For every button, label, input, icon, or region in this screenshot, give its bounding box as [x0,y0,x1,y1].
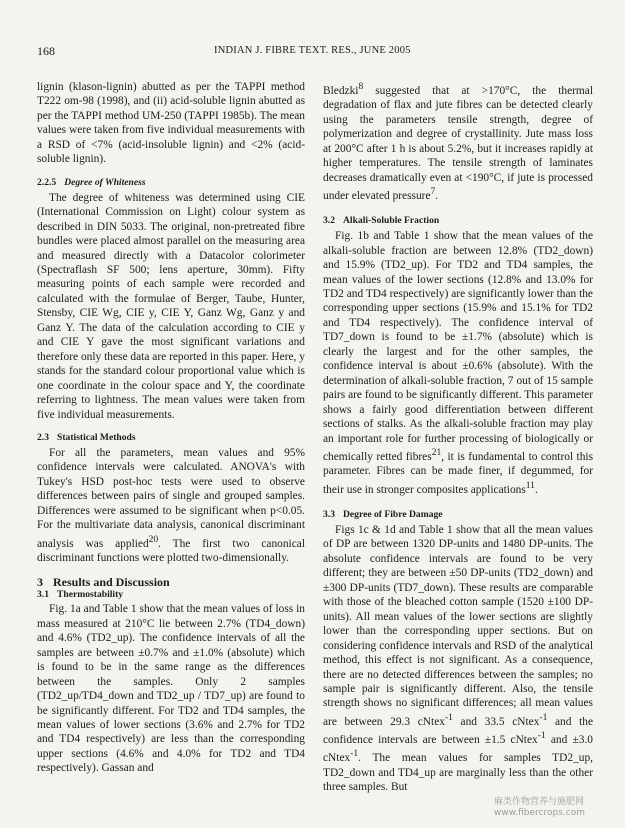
citation-ref: 11 [525,480,535,491]
paragraph-fibre-damage: Figs 1c & 1d and Table 1 show that all the mean values of DP are between 1320 DP-units and 1480 DP-units. The absolute confidence intervals are found to be very different; they are between ±50 DP-units (TD2_down) and ±300 DP-units (TD7_down). These results are comparable with those of the bleached cotton sample (1520 ±100 DP-units). All mean values of the lower sections are slightly lower than the corresponding upper sections. But on considering confidence intervals and RSD of the analytical method, this effect is not significant. As a consequence, there are no detected differences between the samples; no sample pair is significantly different. Also, the tensile strength shows no significant differences; all mean values are between 29.3 cNtex$^{-1}$ and 33.5 cNtex$^{-1}$ and the confidence intervals are between ±1.5 cNtex$^{-1}$ and ±3.0 cNtex$^{-1}$. The mean values for samples TD2_up, TD2_down and TD4_up are marginally less than the other three samples. But [323,523,594,794]
paragraph-lignin: lignin (klason-lignin) abutted as per the TAPPI method T222 om-98 (1998), and (ii) acid-soluble lignin abutted as per the TAPPI method UM-250 (TAPPI 1985b). The mean values were taken from five individual measurements with a RSD of <7% (acid-insoluble lignin) and <2% (acid-soluble lignin). [37,81,305,166]
section-heading-3-1: 3.1 Thermostability [37,589,124,601]
section-heading-3-3: 3.3 Degree of Fibre Damage [323,508,443,520]
journal-title: INDIAN J. FIBRE TEXT. RES., JUNE 2005 [214,45,411,56]
paragraph-statistics: For all the parameters, mean values and 95% confidence intervals were calculated. ANOVA's with Tukey's HSD post-hoc tests were used to observe differences between pairs of single and grouped samples. Differences were assumed to be significant when p<0.05. For the multivariate data analysis, canonical discriminant analysis was applied$^{20}$. The first two canonical discriminant functions were plotted two-dimensionally. [37,446,305,564]
paragraph-whiteness: The degree of whiteness was determined using CIE (International Commission on Light) colour system as described in DIN 5033. The original, non-pretreated fibre bundles were placed almost parallel on the measuring area and measured directly with a Datacolor colorimeter (Spectraflash SF 500; lens aperture, 30mm). Fifty measuring points of each sample were recorded and calculated with the formulae of Berger, Taube, Hunter, Stensby, CIE Wg, CIE y, CIE Y, Ganz Wg, Ganz y and Ganz Y. The data of the calculation according to CIE y and CIE Y gave the most significant variations and therefore only these data are reported in this paper. Here, y stands for the standard colour proportional value which is one coordinate in the colour space and Y, the coordinate referring to lightness. The mean values were taken from five individual measurements. [37,191,305,421]
citation-ref: 20 [148,534,159,545]
citation-ref: 8 [358,82,364,92]
page-number: 168 [37,44,55,58]
site-watermark: 麻类作物营养与施肥网 www.fibercrops.com [494,797,585,818]
paragraph-alkali: Fig. 1b and Table 1 show that the mean values of the alkali-soluble fraction are between 12.8% (TD2_down) and 15.9% (TD2_up). For TD2 and TD4 samples, the mean values of the lower sections (12.8% and 13.0% for TD2 and TD4 respectively) are significantly lower than the corresponding upper sections (15.9% and 15.1% for TD2 and TD4 respectively). The confidence interval of TD7_down is found to be ±1.7% (absolute) which is clearly the largest and for the other samples, the confidence interval is about ±0.6% (absolute). With the determination of alkali-soluble fraction, 7 out of 15 sample pairs are found to be significantly different. This parameter shows a fairly good differentiation between different sections of stalks. As the alkali-soluble fraction may play an important role for further processing of biologically or chemically retted fibres$^{21}$, it is fundamental to control this parameter. Fibres can be made finer, if degummed, for their use in stronger composites applications$^{11}$. [323,230,594,496]
running-header [0,44,625,62]
citation-ref: 21 [431,448,442,459]
paragraph-thermostability: Fig. 1a and Table 1 show that the mean values of loss in mass measured at 210°C lie between 2.7% (TD4_down) and 4.6% (TD2_up). The confidence intervals of all the samples are between ±0.7% and ±1.0% (absolute) which is found to be in the same range as the differences between the samples. Only 2 samples (TD2_up/TD4_down and TD2_up / TD7_up) are found to be significantly different. For TD2 and TD4 samples, the mean values of lower sections (3.6% and 2.7% for TD2 and TD4 respectively) are less than the corresponding upper sections (4.6% and 4.0% for TD2 and TD4 respectively). Gassan and [37,603,305,775]
paragraph-bledzki: Bledzki$^8$ suggested that at >170°C, the thermal degradation of flax and jute fibres can be detected clearly using the parameters tensile strength, degree of polymerization and degree of crystallinity. Jute mass loss at 200°C after 1 h is about 5.2%, but it increases rapidly at higher temperatures. The tensile strength of laminates decreases dramatically even at <190°C, if jute is processed under elevated pressure$^7$. [323,82,593,202]
section-heading-3: 3 Results and Discussion [37,575,170,590]
citation-ref: 7 [430,186,436,197]
section-heading-3-2: 3.2 Alkali-Soluble Fraction [323,215,440,227]
right-column [323,80,593,795]
section-heading-2-2-5: 2.2.5 Degree of Whiteness [37,176,146,188]
left-column [37,80,305,776]
section-heading-2-3: 2.3 Statistical Methods [37,431,136,443]
